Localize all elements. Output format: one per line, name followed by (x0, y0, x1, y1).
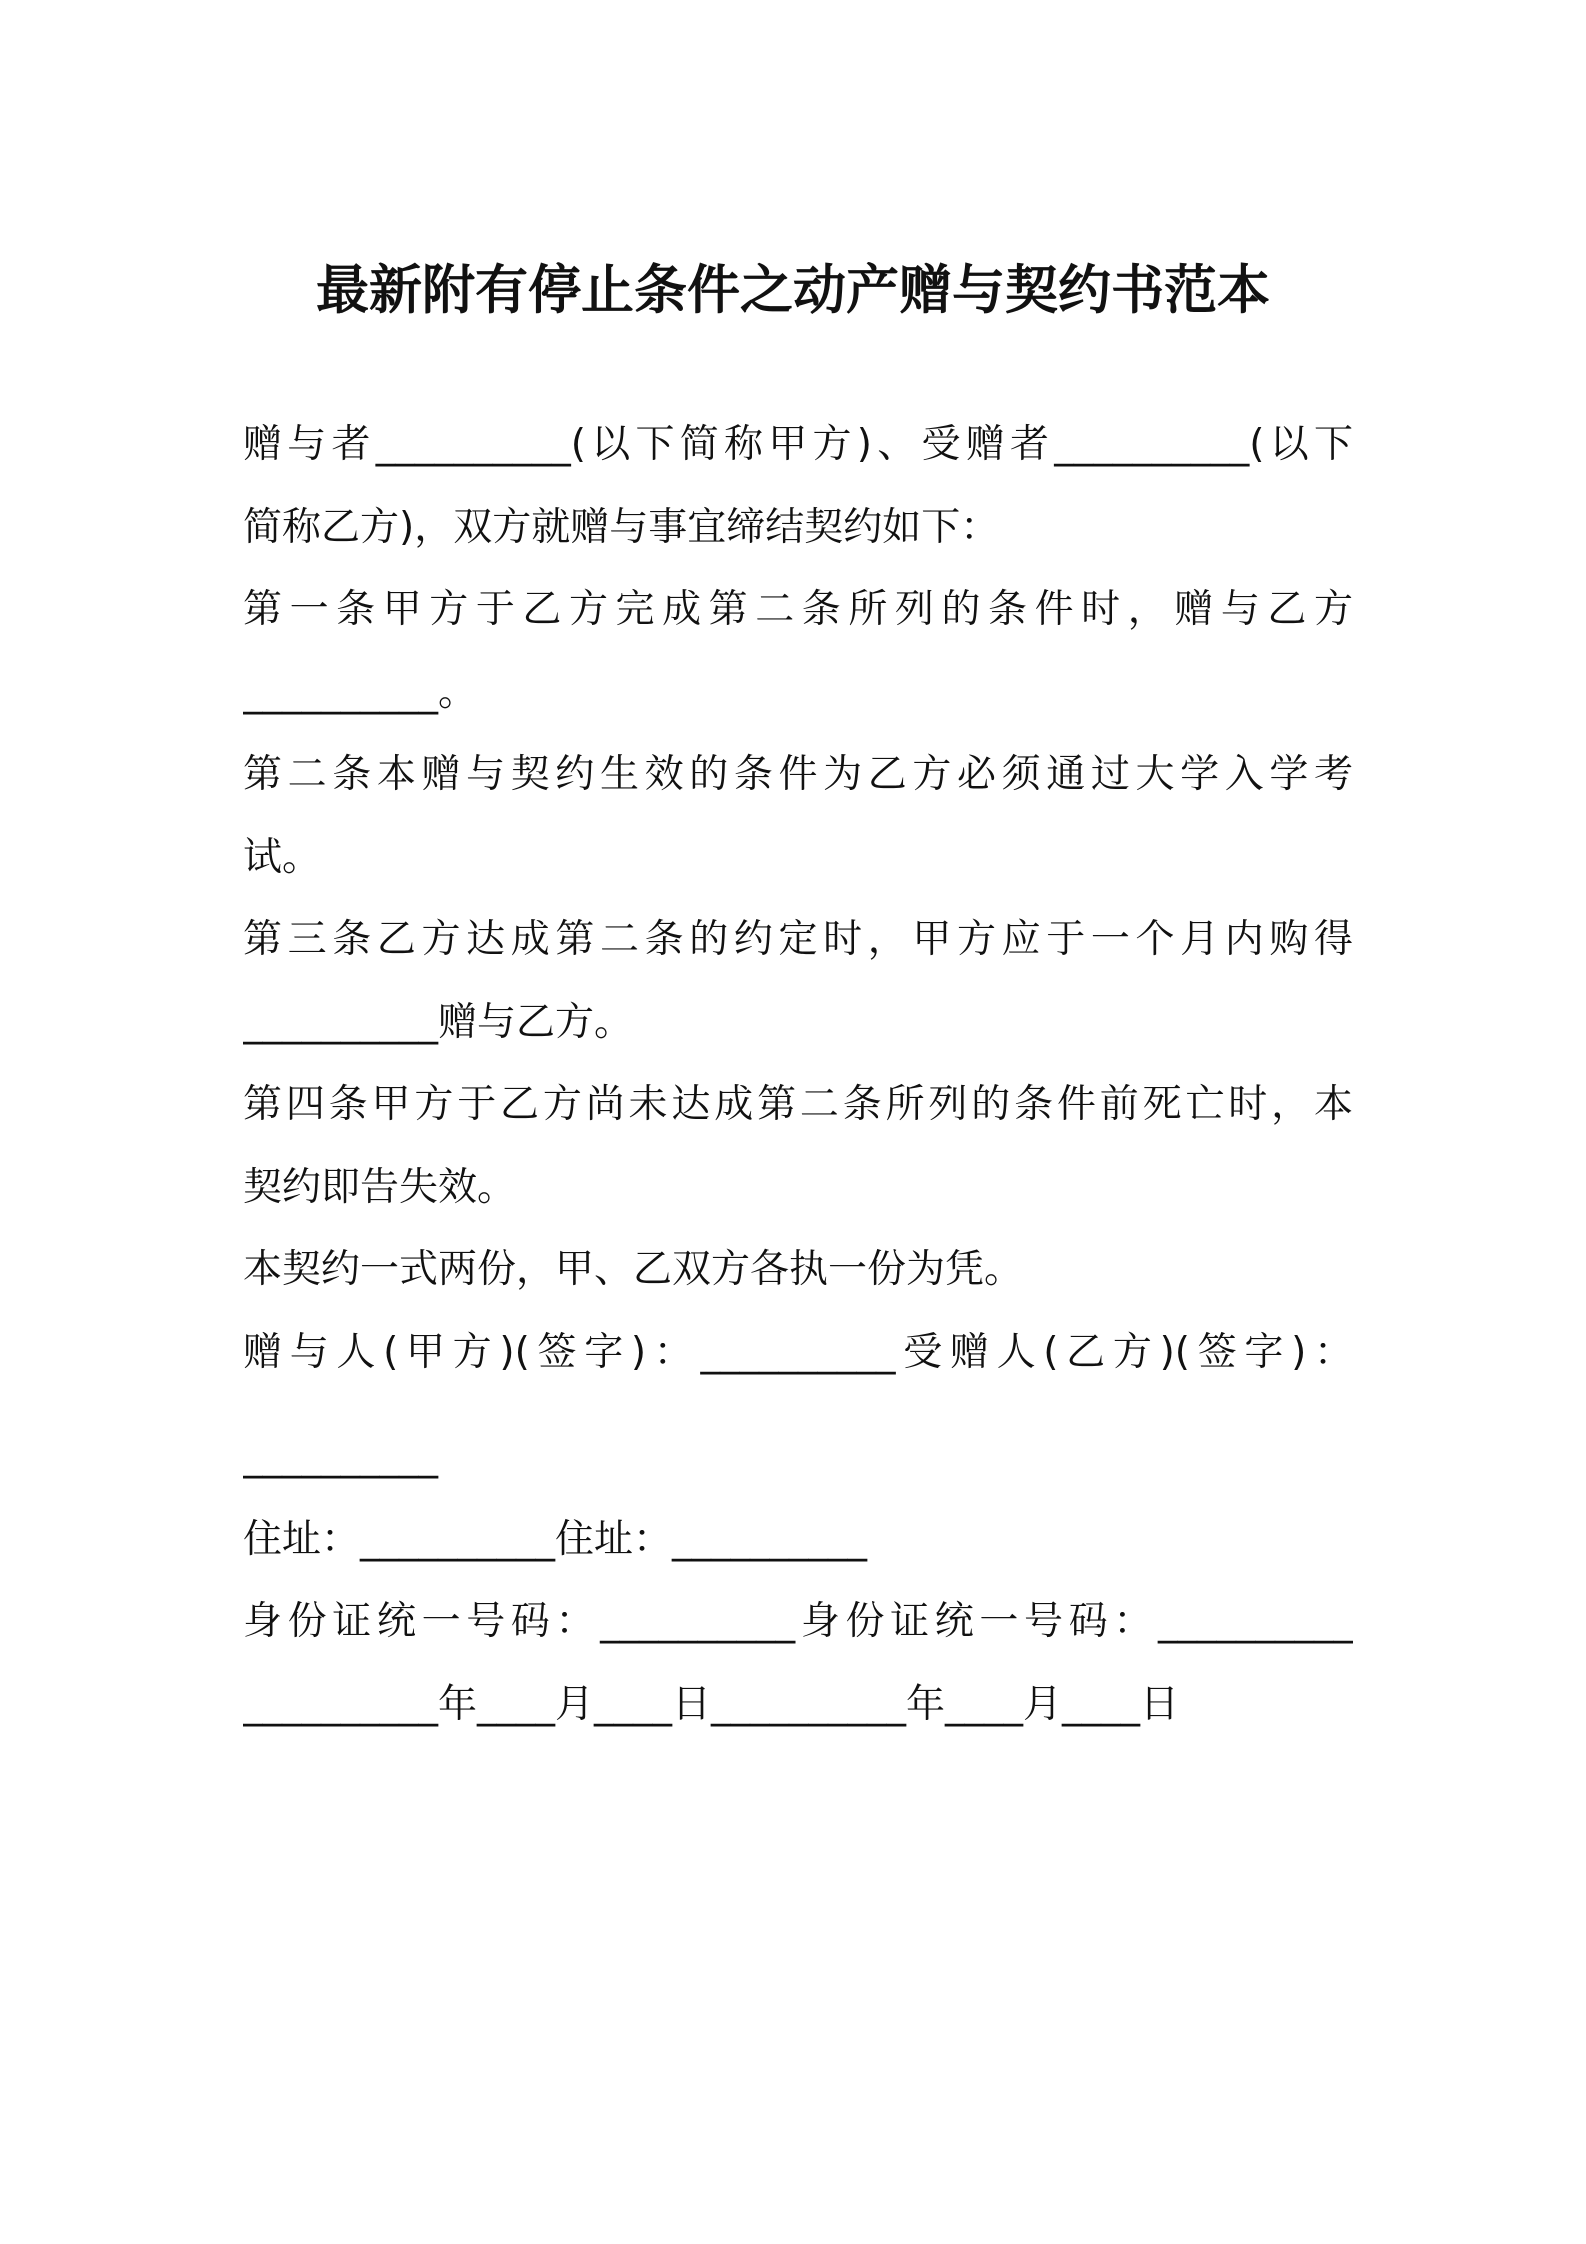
text-line-article-2-cont: 试。 (243, 834, 322, 880)
date-line: __________年____月____日__________年____月____日 (243, 1681, 1179, 1727)
document-title: 最新附有停止条件之动产赠与契约书范本 (316, 260, 1270, 321)
signature-line-cont: __________ (243, 1434, 438, 1479)
text-line-article-3-cont: __________赠与乙方。 (243, 999, 634, 1045)
text-line-article-3: 第三条乙方达成第二条的约定时，甲方应于一个月内购得 (243, 917, 1353, 962)
address-line: 住址：__________住址：__________ (243, 1516, 868, 1562)
text-line-article-4-cont: 契约即告失效。 (243, 1164, 517, 1210)
text-line-article-1: 第一条甲方于乙方完成第二条所列的条件时，赠与乙方 (243, 587, 1353, 632)
signature-line: 赠与人(甲方)(签字)：__________受赠人(乙方)(签字)： (243, 1329, 1353, 1375)
text-line-copies: 本契约一式两份，甲、乙双方各执一份为凭。 (243, 1247, 1024, 1292)
document-body (243, 404, 1353, 1746)
text-line-article-1-cont: __________。 (243, 669, 478, 715)
id-number-line: 身份证统一号码：__________身份证统一号码：__________ (243, 1599, 1353, 1644)
text-line-article-4: 第四条甲方于乙方尚未达成第二条所列的条件前死亡时，本 (243, 1082, 1353, 1127)
text-line-parties-cont: 简称乙方)，双方就赠与事宜缔结契约如下： (243, 504, 1000, 550)
text-line-parties: 赠与者__________(以下简称甲方)、受赠者__________(以下 (243, 422, 1353, 467)
text-line-article-2: 第二条本赠与契约生效的条件为乙方必须通过大学入学考 (243, 752, 1353, 797)
